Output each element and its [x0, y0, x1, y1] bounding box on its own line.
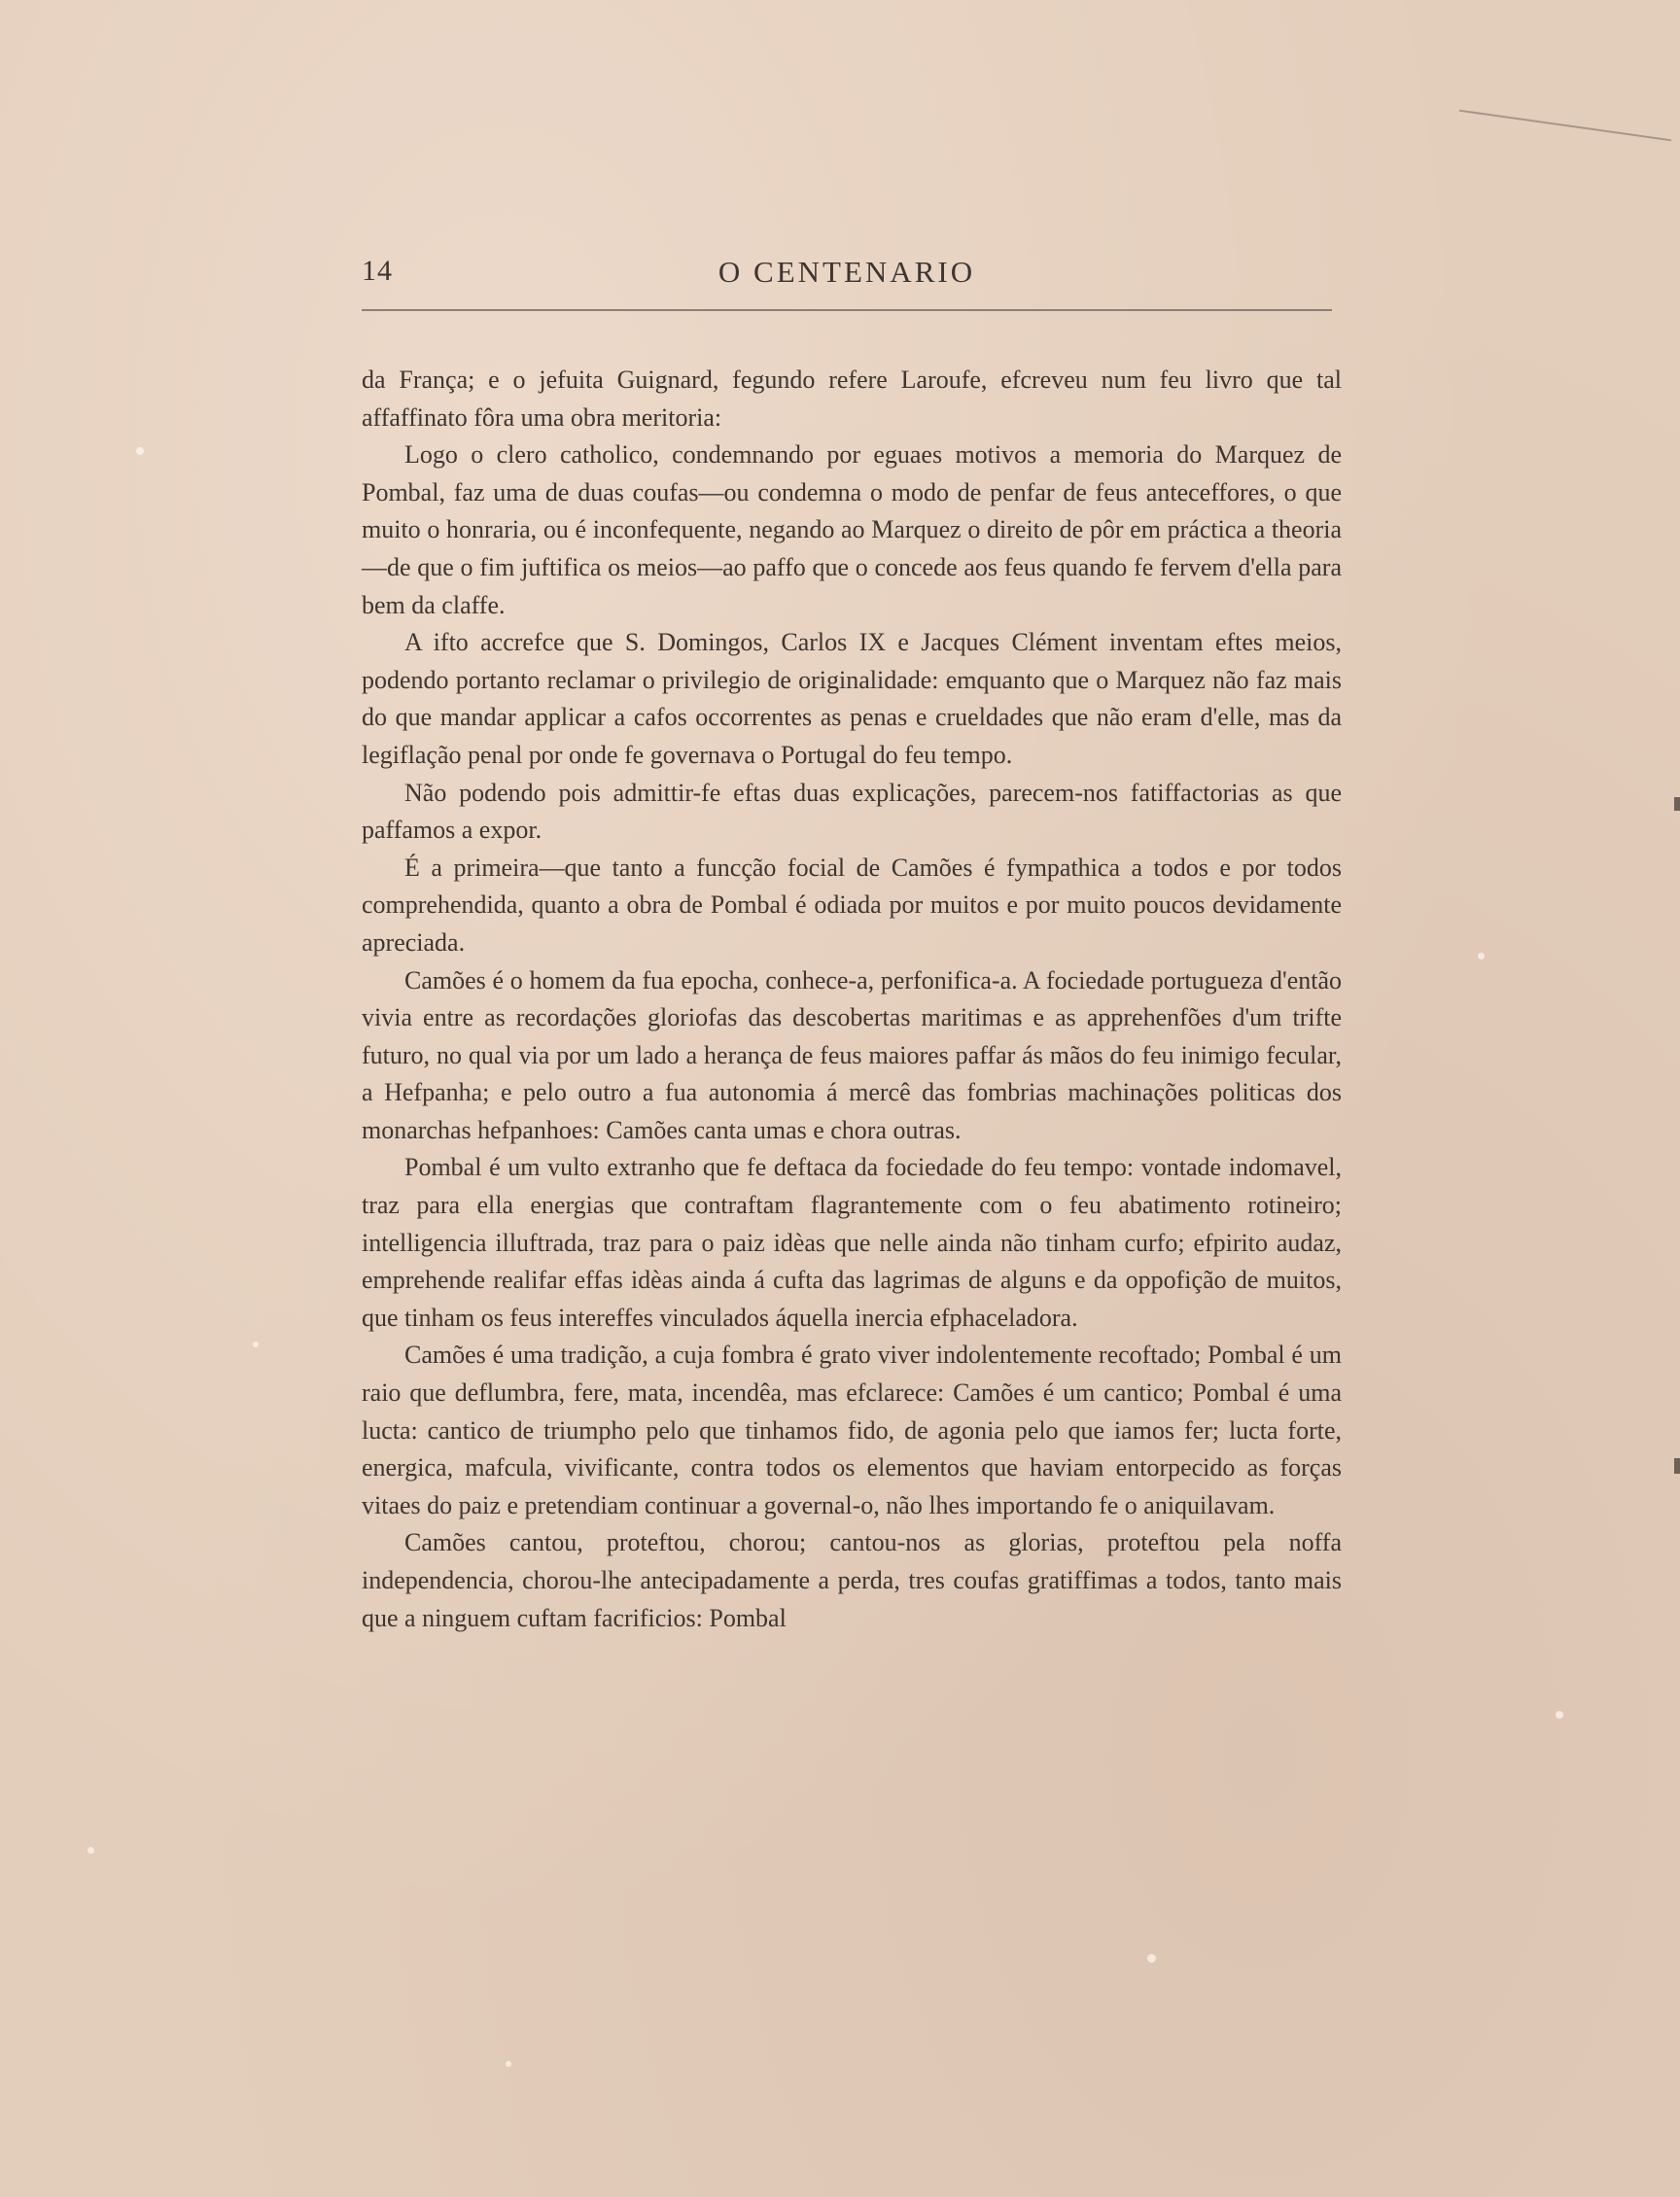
running-title: O CENTENARIO: [718, 255, 976, 289]
paragraph: Não podendo pois admittir-fe eftas duas explicações, parecem-nos fatiffactorias as que paffamos a expor.: [362, 778, 1342, 845]
paragraph: Camões é uma tradição, a cuja fombra é grato viver indolentemente recoftado; Pombal é um raio que deflumbra, fere, mata, incendêa, mas efclarece: Camões é um cantico; Pombal é uma lucta: cantico de triumpho pelo que tinhamos fido, de agonia pelo que iamos fer; lucta forte, energica, mafcula, vivificante, contra todos os elementos que haviam entorpecido as forças vitaes do paiz e pretendiam continuar a governal-o, não lhes importando fe o aniquilavam.: [362, 1341, 1342, 1519]
paper-speck: [506, 2061, 511, 2067]
paragraph: Pombal é um vulto extranho que fe deftaca da fociedade do feu tempo: vontade indomavel, traz para ella energias que contraftam flagrantemente com o feu abatimento rotineiro; intelligencia illuftrada, traz para o paiz idèas que nelle ainda não tinham curfo; efpirito audaz, emprehende realifar effas idèas ainda á cufta das lagrimas de alguns e da oppofição de muitos, que tinham os feus intereffes vinculados áquella inercia efphaceladora.: [362, 1153, 1342, 1332]
paper-speck: [253, 1342, 259, 1347]
paragraph: da França; e o jefuita Guignard, fegundo refere Laroufe, efcreveu num feu livro que tal affaffinato fôra uma obra meritoria:: [362, 366, 1342, 432]
header-rule: [362, 309, 1332, 311]
paper-speck: [136, 447, 144, 455]
paper-speck: [1147, 1954, 1156, 1963]
paragraph: Logo o clero catholico, condemnando por eguaes motivos a memoria do Marquez de Pombal, faz uma de duas coufas—ou condemna o modo de penfar de feus anteceffores, o que muito o honraria, ou é inconfequente, negando ao Marquez o direito de pôr em práctica a theoria—de que o fim juftifica os meios—ao paffo que o concede aos feus quando fe fervem d'ella para bem da claffe.: [362, 440, 1342, 619]
paragraph: Camões é o homem da fua epocha, conhece-a, perfonifica-a. A fociedade portugueza d'então vivia entre as recordações gloriofas das descobertas maritimas e as apprehenfões d'um trifte futuro, no qual via por um lado a herança de feus maiores paffar ás mãos do feu inimigo fecular, a Hefpanha; e pelo outro a fua autonomia á mercê das fombrias machinações politicas dos monarchas hefpanhoes: Camões canta umas e chora outras.: [362, 965, 1342, 1144]
paragraph: A ifto accrefce que S. Domingos, Carlos IX e Jacques Clément inventam eftes meios, podendo portanto reclamar o privilegio de originalidade: emquanto que o Marquez não faz mais do que mandar applicar a cafos occorrentes as penas e crueldades que não eram d'elle, mas da legiflação penal por onde fe governava o Portugal do feu tempo.: [362, 628, 1342, 769]
page-number: 14: [362, 255, 393, 287]
paper-speck: [88, 1847, 94, 1854]
body-text: [362, 362, 1342, 1637]
paragraph: Camões cantou, proteftou, chorou; cantou-nos as glorias, proteftou pela noffa independencia, chorou-lhe antecipadamente a perda, tres coufas gratiffimas a todos, tanto mais que a ninguem cuftam facrificios: Pombal: [362, 1528, 1342, 1632]
page-edge-mark: [1674, 797, 1680, 811]
paragraph: É a primeira—que tanto a funcção focial de Camões é fympathica a todos e por todos comprehendida, quanto a obra de Pombal é odiada por muitos e por muito poucos devidamente apreciada.: [362, 853, 1342, 957]
page-header: [362, 255, 1332, 297]
paper-speck: [1556, 1711, 1563, 1719]
paper-speck: [1478, 953, 1485, 959]
paper-scratch: [1459, 110, 1671, 142]
page-edge-mark: [1674, 1458, 1680, 1474]
